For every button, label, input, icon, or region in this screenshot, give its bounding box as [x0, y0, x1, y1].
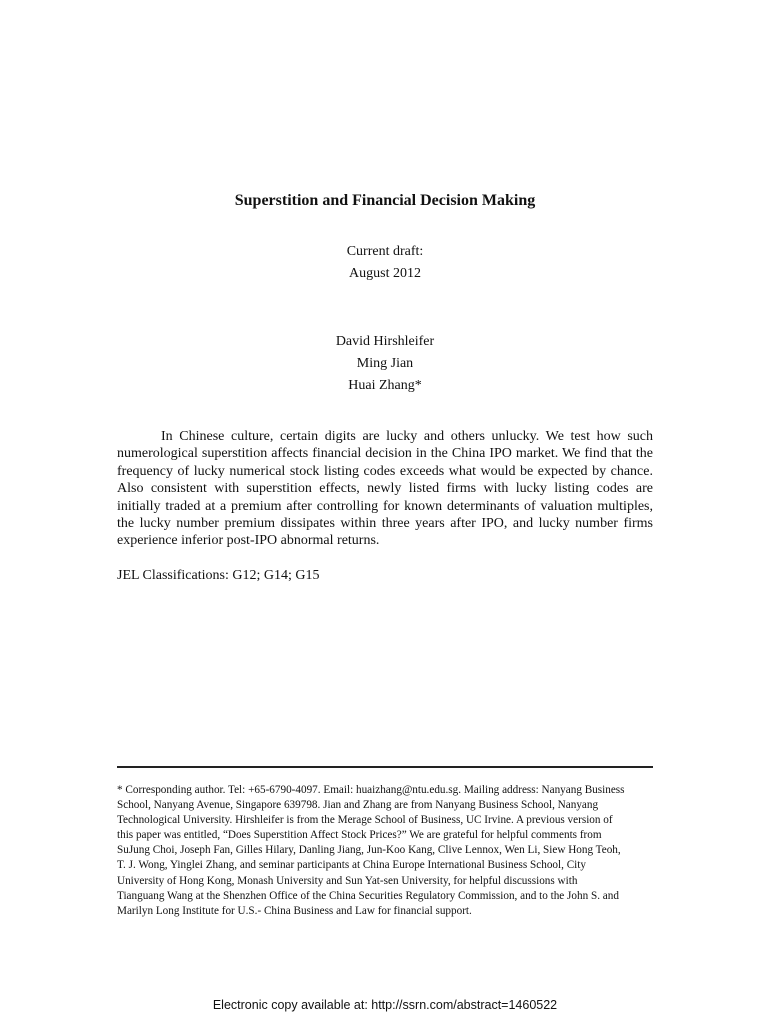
footnote-divider — [117, 766, 653, 768]
paper-title: Superstition and Financial Decision Making — [234, 192, 536, 209]
footnote-line: School, Nanyang Avenue, Singapore 639798. Jian and Zhang are from Nanyang Business School, Nanyang — [117, 799, 599, 812]
author-name: David Hirshleifer — [335, 334, 435, 349]
author-name: Ming Jian — [356, 356, 414, 371]
author-list — [0, 331, 770, 397]
footnote-line: T. J. Wong, Yinglei Zhang, and seminar participants at China Europe International Business School, City — [117, 859, 586, 872]
footnote-line: Marilyn Long Institute for U.S.- China Business and Law for financial support. — [117, 904, 472, 917]
footnote-line: * Corresponding author. Tel: +65-6790-4097. Email: huaizhang@ntu.edu.sg. Mailing address: Nanyang Business — [117, 784, 625, 796]
footnote — [117, 783, 657, 919]
footnote-line: University of Hong Kong, Monash University and Sun Yat-sen University, for helpful discussions with — [117, 874, 578, 887]
footnote-line: SuJung Choi, Joseph Fan, Gilles Hilary, Danling Jiang, Jun-Koo Kang, Clive Lennox, Wen Li, Siew Hong Teoh, — [117, 844, 621, 857]
draft-date: August 2012 — [349, 266, 421, 281]
author-name: Huai Zhang* — [348, 378, 422, 393]
jel-classifications: JEL Classifications: G12; G14; G15 — [117, 568, 320, 583]
ssrn-footer: Electronic copy available at: http://ssrn.com/abstract=1460522 — [212, 998, 558, 1012]
footnote-line: Tianguang Wang at the Shenzhen Office of the China Securities Regulatory Commission, and to the John S. and — [117, 889, 619, 902]
draft-label: Current draft: — [346, 244, 424, 259]
draft-info — [0, 241, 770, 285]
footnote-line: Technological University. Hirshleifer is from the Merage School of Business, UC Irvine. A previous version of — [117, 814, 613, 827]
abstract: In Chinese culture, certain digits are lucky and others unlucky. We test how such numerological superstition affects financial decision in the China IPO market. We find that the frequency of lucky numerical stock listing codes exceeds what would be expected by chance. Also consistent with superstition effects, newly listed firms with lucky listing codes are initially traded at a premium after controlling for known determinants of valuation multiples, the lucky number premium dissipates within three years after IPO, and lucky number firms experience inferior post-IPO abnormal returns. — [117, 429, 653, 549]
footnote-line: this paper was entitled, “Does Superstition Affect Stock Prices?” We are grateful for helpful comments from — [117, 829, 602, 842]
